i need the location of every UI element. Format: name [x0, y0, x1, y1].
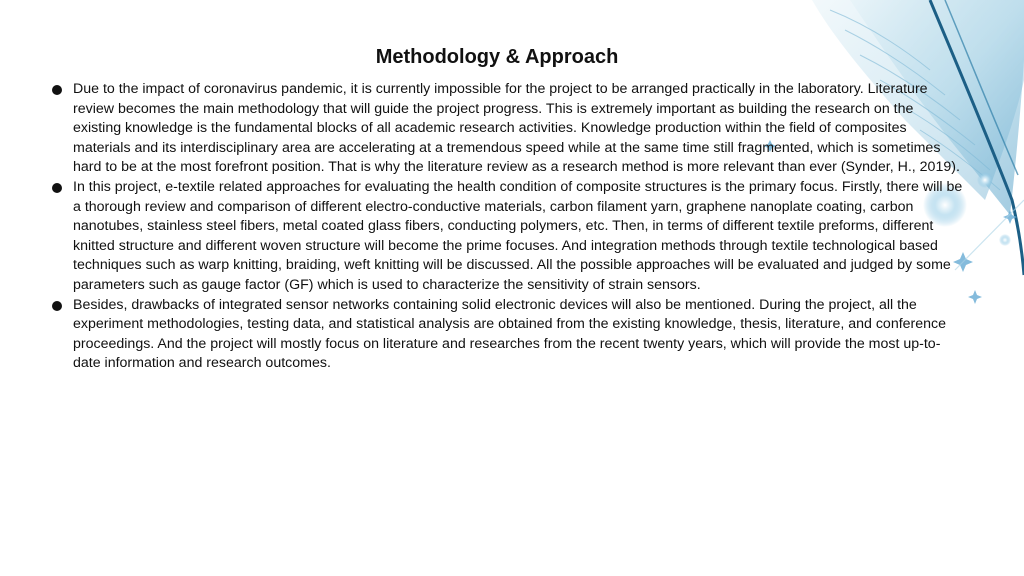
bullet-item [50, 178, 965, 296]
bullet-list [50, 80, 965, 374]
bullet-dot-icon [52, 85, 62, 95]
bullet-text: In this project, e-textile related approaches for evaluating the health condition of composite structures is the primary focus. Firstly, there will be a thorough review and comparison of different electro-conductive materials, carbon filament yarn, graphene nanoplate coating, carbon nanotubes, stainless steel fibers, metal coated glass fibers, conducting polymers, etc. Then, in terms of different textile preforms, different knitted structure and different woven structure will become the prime focuses. And integration methods through textile technological based techniques such as warp knitting, braiding, weft knitting will be discussed. All the possible approaches will be evaluated and judged by some parameters such as gauge factor (GF) which is used to characterize the sensitivity of strain sensors. [73, 178, 963, 293]
bullet-text: Besides, drawbacks of integrated sensor networks containing solid electronic devices will also be mentioned. During the project, all the experiment methodologies, testing data, and statistical analysis are obtained from the existing knowledge, thesis, literature, and conference proceedings. And the project will mostly focus on literature and researches from the recent twenty years, which will provide the most up-to-date information and research outcomes. [73, 296, 947, 372]
bullet-item [50, 296, 965, 374]
bullet-item [50, 80, 965, 178]
bullet-text: Due to the impact of coronavirus pandemic, it is currently impossible for the project to be arranged practically in the laboratory. Literature review becomes the main methodology that will guide the project progress. This is extremely important as building the research on the existing knowledge is the fundamental blocks of all academic research activities. Knowledge production within the field of composites materials and its interdisciplinary area are accelerating at a tremendous speed while at the same time still fragmented, which is sometimes hard to be at the most forefront position. That is why the literature review as a research method is more relevant than ever (Synder, H., 2019). [73, 81, 960, 176]
slide-title: Methodology & Approach [375, 46, 619, 68]
bullet-dot-icon [52, 301, 62, 311]
bullet-dot-icon [52, 183, 62, 193]
